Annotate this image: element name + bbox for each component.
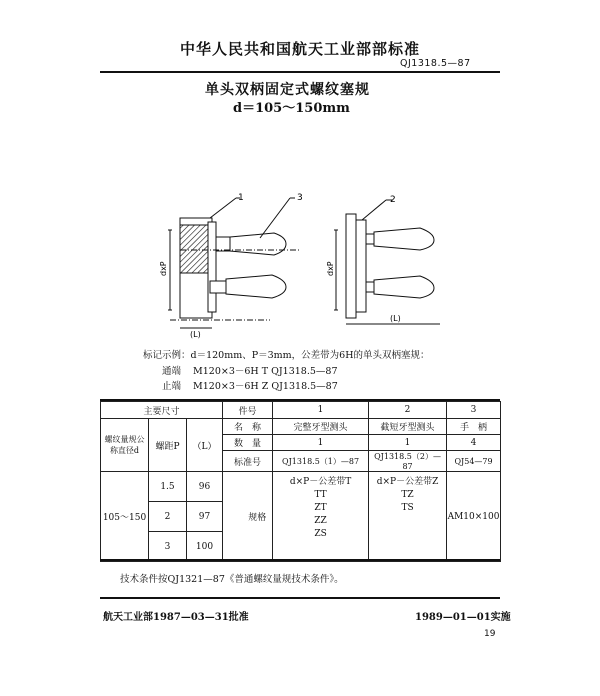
row-label-name: 名 称 xyxy=(223,419,273,435)
header-col-2: 2 xyxy=(369,402,447,419)
drawing-label-l-left: (L) xyxy=(190,330,201,339)
qty-col-2: 1 xyxy=(369,435,447,451)
header-col-3: 3 xyxy=(447,402,501,419)
document-title: 单头双柄固定式螺纹塞规 xyxy=(205,82,370,98)
nogo-end-label: 止端 xyxy=(162,381,182,392)
front-view xyxy=(168,198,300,328)
spec-col-2-line: TZ xyxy=(401,490,414,500)
spec-table xyxy=(100,401,501,562)
header-pitch: 螺距P xyxy=(149,419,187,472)
drawing-label-l-right: (L) xyxy=(390,314,401,323)
issuer-title: 中华人民共和国航天工业部部标准 xyxy=(179,40,420,58)
spec-col-2-line: TS xyxy=(401,503,414,513)
standard-number: QJ1318.5—87 xyxy=(400,58,471,69)
header-part-no: 件号 xyxy=(223,402,273,419)
name-col-3: 手 柄 xyxy=(447,419,501,435)
spec-label: 规格 xyxy=(243,472,273,562)
length-value: 100 xyxy=(187,532,223,562)
page-number: 19 xyxy=(484,629,496,639)
drawing-label-dxp-right: dxP xyxy=(326,261,335,276)
table-bottom-rule xyxy=(100,559,500,561)
header-length: （L） xyxy=(187,419,223,472)
name-col-1: 完整牙型测头 xyxy=(273,419,369,435)
gauge-drawing xyxy=(150,190,450,340)
go-end-label: 通端 xyxy=(162,366,182,377)
go-end-value: M120×3－6H T QJ1318.5—87 xyxy=(193,366,338,377)
qty-col-1: 1 xyxy=(273,435,369,451)
nogo-end-value: M120×3－6H Z QJ1318.5—87 xyxy=(193,381,338,392)
length-value: 96 xyxy=(187,472,223,502)
spec-col-1-line: ZS xyxy=(314,529,327,539)
header-rule xyxy=(100,71,500,73)
drawing-label-dxp-left: dxP xyxy=(159,261,168,276)
header-main-size: 主要尺寸 xyxy=(101,402,223,419)
spec-col-1-line: ZZ xyxy=(314,516,327,526)
row-label-std: 标准号 xyxy=(223,451,273,472)
pitch-value: 2 xyxy=(149,502,187,532)
header-nominal-diameter: 螺纹量规公称直径d xyxy=(101,419,149,472)
drawing-label-3: 3 xyxy=(297,193,303,203)
spec-col-2-line: d×P－公差带Z xyxy=(376,477,439,487)
std-col-1: QJ1318.5（1）—87 xyxy=(273,451,369,472)
drawing-label-2: 2 xyxy=(390,195,396,205)
implementation-date: 1989—01—01实施 xyxy=(415,612,511,623)
drawing-label-1: 1 xyxy=(238,193,244,203)
approval-note: 航天工业部1987—03—31批准 xyxy=(103,612,249,623)
diameter-range: 105～150 xyxy=(101,472,149,562)
row-label-qty: 数 量 xyxy=(223,435,273,451)
spec-col-1-line: TT xyxy=(314,490,327,500)
std-col-3: QJ54—79 xyxy=(447,451,501,472)
pitch-value: 1.5 xyxy=(149,472,187,502)
document-subtitle: d＝105～150mm xyxy=(233,101,350,116)
length-value: 97 xyxy=(187,502,223,532)
pitch-value: 3 xyxy=(149,532,187,562)
marking-example: 标记示例：d＝120mm、P＝3mm，公差带为6H的单头双柄塞规： xyxy=(143,350,430,361)
spec-col-1-line: d×P－公差带T xyxy=(289,477,352,487)
side-view xyxy=(334,200,440,324)
name-col-2: 截短牙型测头 xyxy=(369,419,447,435)
spec-col-3: AM10×100 xyxy=(447,472,501,562)
spec-col-1-line: ZT xyxy=(314,503,327,513)
std-col-2: QJ1318.5（2）—87 xyxy=(369,451,447,472)
qty-col-3: 4 xyxy=(447,435,501,451)
header-col-1: 1 xyxy=(273,402,369,419)
footer-rule xyxy=(100,597,500,599)
technical-conditions: 技术条件按QJ1321—87《普通螺纹量规技术条件》。 xyxy=(120,574,344,585)
